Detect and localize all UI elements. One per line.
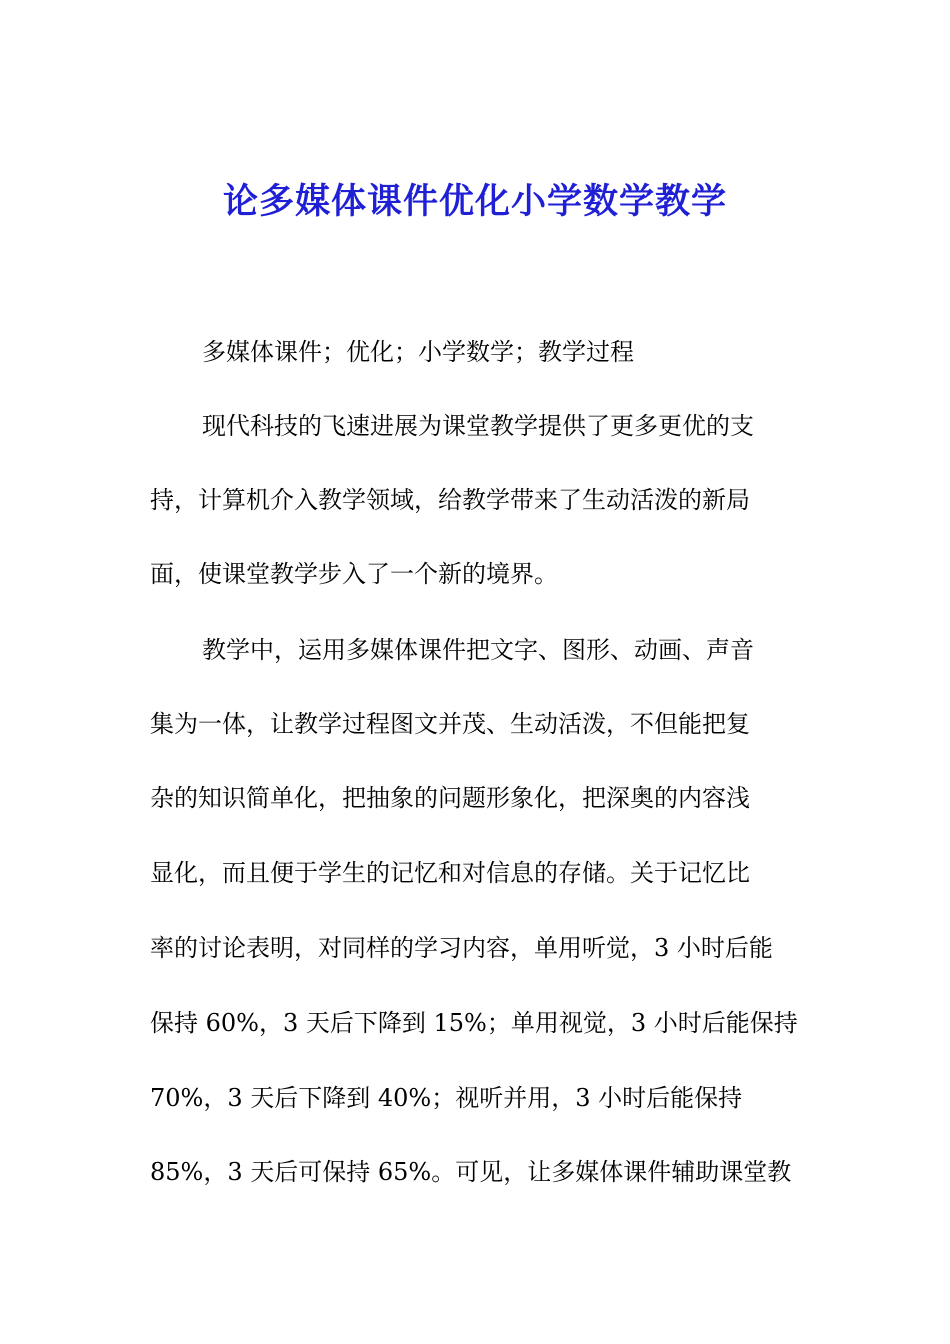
paragraph-2-line-3: 杂的知识简单化，把抽象的问题形象化，把深奥的内容浅 (150, 784, 750, 812)
paragraph-2-line-8: 85%，3 天后可保持 65%。可见，让多媒体课件辅助课堂教 (150, 1158, 792, 1186)
paragraph-2-line-2: 集为一体，让教学过程图文并茂、生动活泼，不但能把复 (150, 710, 750, 738)
paragraph-1-line-1: 现代科技的飞速进展为课堂教学提供了更多更优的支 (202, 412, 754, 440)
paragraph-2-line-5: 率的讨论表明，对同样的学习内容，单用听觉，3 小时后能 (150, 934, 773, 962)
paragraph-1-line-2: 持，计算机介入教学领域，给教学带来了生动活泼的新局 (150, 486, 750, 514)
keywords-line: 多媒体课件；优化；小学数学；教学过程 (202, 338, 634, 366)
paragraph-1-line-3: 面，使课堂教学步入了一个新的境界。 (150, 560, 558, 588)
paragraph-2-line-7: 70%，3 天后下降到 40%；视听并用，3 小时后能保持 (150, 1084, 743, 1112)
paragraph-2-line-4: 显化，而且便于学生的记忆和对信息的存储。关于记忆比 (150, 859, 750, 887)
document-title: 论多媒体课件优化小学数学教学 (222, 181, 727, 222)
paragraph-2-line-6: 保持 60%，3 天后下降到 15%；单用视觉，3 小时后能保持 (150, 1009, 798, 1037)
paragraph-2-line-1: 教学中，运用多媒体课件把文字、图形、动画、声音 (202, 636, 754, 664)
